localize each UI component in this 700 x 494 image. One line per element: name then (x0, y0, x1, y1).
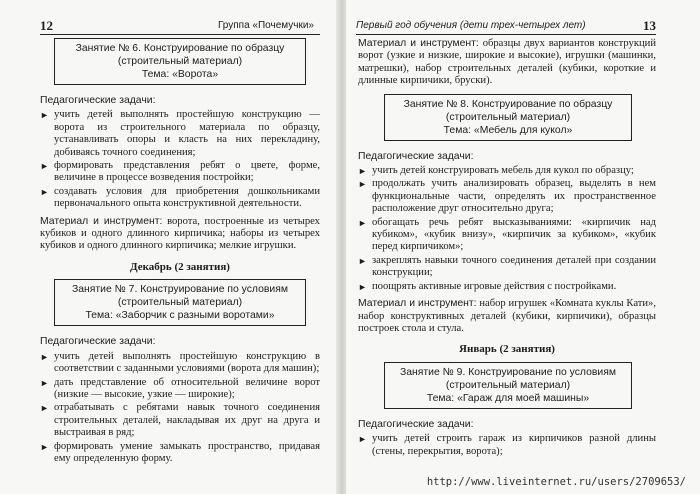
task-item: ► дать представление об относительной величине ворот (низкие — высокие, узкие — широкие); (40, 377, 320, 402)
task-item: ► обогащать речь ребят высказываниями: «кирпичик над кубиком», «кубик внизу», «кирпичик за кубиком», «кубик перед кирпичиком»; (358, 217, 656, 254)
section-heading-december: Декабрь (2 занятия) (130, 260, 230, 273)
lesson-box-8 (384, 94, 632, 141)
task-item: ► формировать умение замыкать пространство, придавая ему определенную форму. (40, 441, 320, 466)
materials-text: ворота, построенные из четырех кубиков и одного длинного кирпичика; наборы из четырех кубиков и одного длинного кирпичика; мелкие игрушки. (40, 215, 320, 252)
task-item: ► поощрять активные игровые действия с постройками. (358, 281, 656, 293)
lesson-8-subtitle: (строительный материал) (445, 111, 571, 123)
left-page-header (40, 18, 320, 35)
lesson-box-9 (384, 362, 632, 409)
right-page-content (358, 38, 656, 459)
lesson-7-title: Занятие № 7. Конструирование по условиям (72, 284, 288, 296)
lesson-box-7 (54, 279, 306, 326)
materials-label: Материал и инструмент: (358, 298, 477, 310)
tasks-list-7 (40, 351, 320, 466)
task-item: ► учить детей выполнять простейшую конструкцию в соответствии с заданными условиями (ворота для машин); (40, 351, 320, 376)
watermark-url-link[interactable]: http://www.liveinternet.ru/users/2709653/ (426, 476, 686, 488)
tasks-list-6 (40, 109, 320, 210)
lesson-7-theme: Тема: «Заборчик с разными воротами» (85, 310, 275, 322)
materials-paragraph-6 (40, 216, 320, 253)
right-page-number: 13 (643, 18, 656, 33)
materials-paragraph-8 (358, 298, 656, 335)
lesson-9-title: Занятие № 9. Конструирование по условиям (400, 366, 616, 378)
left-page-number: 12 (40, 18, 53, 33)
tasks-list-9 (358, 433, 656, 458)
lesson-6-subtitle: (строительный материал) (117, 56, 243, 67)
tasks-title: Педагогические задачи: (358, 418, 474, 430)
materials-label: Материал и инструмент: (358, 38, 479, 49)
task-item: ► учить детей конструировать мебель для кукол по образцу; (358, 165, 656, 177)
lesson-6-theme: Тема: «Ворота» (141, 69, 219, 80)
task-item: ► учить детей выполнять простейшую конструкцию — ворота из строительного материала по образцу, устанавливать опоры и класть на них перекладину, добиваясь точного соединения; (40, 109, 320, 159)
materials-paragraph-7 (358, 38, 656, 88)
right-running-title: Первый год обучения (дети трех-четырех лет) (356, 20, 586, 31)
task-item: ► продолжать учить анализировать образец, выделять в нем функциональные части, определять их пространственное расположение друг относительно друга; (358, 178, 656, 215)
materials-label: Материал и инструмент: (40, 215, 163, 227)
tasks-list-8 (358, 165, 656, 293)
task-item: ► создавать условия для приобретения дошкольниками первоначального опыта конструктивной деятельности. (40, 186, 320, 211)
section-heading-january: Январь (2 занятия) (459, 343, 555, 356)
materials-text: набор игрушек «Комната куклы Кати», набор конструктивных деталей (кубики, кирпичики), образцы построек стола и стула. (358, 298, 656, 334)
lesson-box-6 (54, 38, 306, 85)
left-running-title: Группа «Почемучки» (217, 20, 314, 31)
task-item: ► формировать представления ребят о цвете, форме, величине в процессе возведения постройки; (40, 160, 320, 185)
task-item: ► закреплять навыки точного соединения деталей при создании конструкции; (358, 255, 656, 280)
lesson-8-theme: Тема: «Мебель для кукол» (443, 124, 573, 136)
tasks-title: Педагогические задачи: (40, 336, 156, 348)
tasks-title: Педагогические задачи: (40, 95, 156, 106)
left-page-content (40, 38, 320, 466)
lesson-7-subtitle: (строительный материал) (117, 297, 243, 309)
task-item: ► отрабатывать с ребятами навык точного соединения строительных деталей, накладывая их друг на друга и выстраивая в ряд; (40, 402, 320, 439)
lesson-6-title: Занятие № 6. Конструирование по образцу (75, 43, 285, 54)
task-item: ► учить детей строить гараж из кирпичиков разной длины (стены, перекрытия, ворота); (358, 433, 656, 458)
lesson-9-theme: Тема: «Гараж для моей машины» (426, 392, 590, 404)
lesson-9-subtitle: (строительный материал) (445, 379, 571, 391)
lesson-8-title: Занятие № 8. Конструирование по образцу (403, 98, 613, 110)
left-page (0, 0, 338, 494)
tasks-title: Педагогические задачи: (358, 150, 474, 162)
right-page (346, 0, 700, 494)
materials-text: образцы двух вариантов конструкций ворот (узкие и низкие, широкие и высокие), игрушки (машинки, матрешки), набор строительных деталей (кубики, короткие и длинные кирпичики, бруски). (358, 38, 657, 87)
right-page-header (356, 18, 656, 35)
